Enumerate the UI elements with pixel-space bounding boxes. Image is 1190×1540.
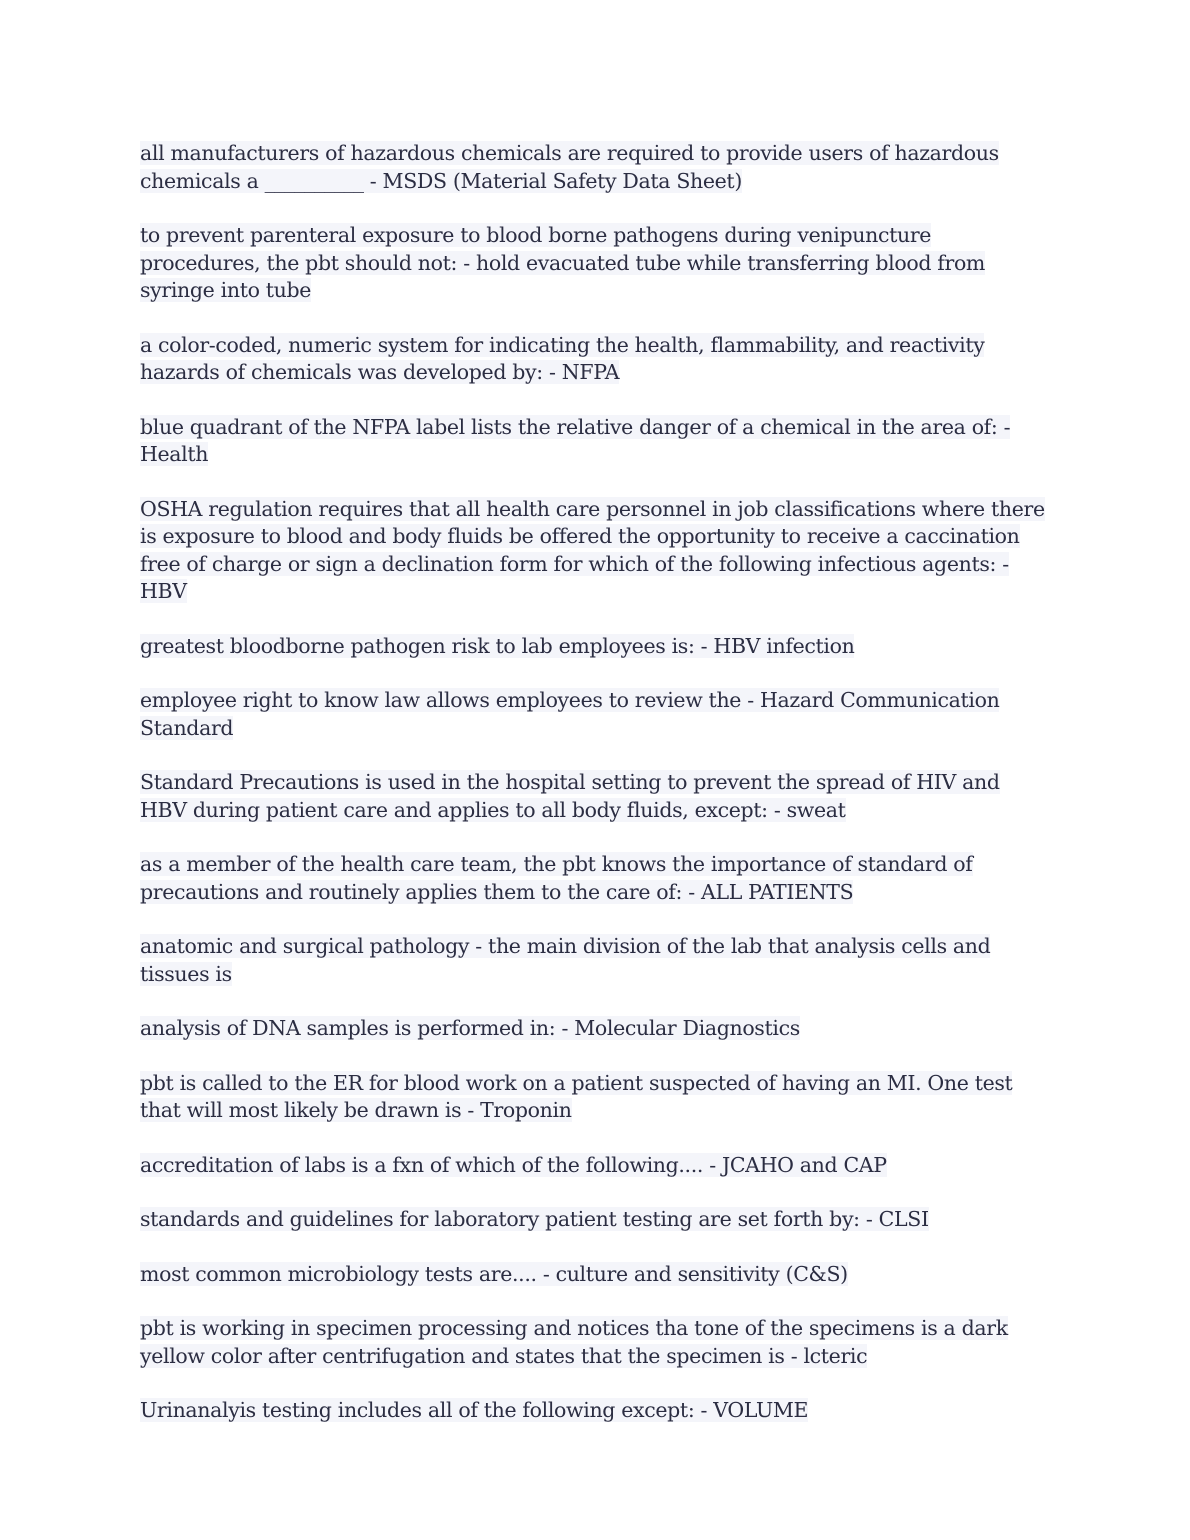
qa-item xyxy=(140,1206,1052,1234)
qa-text: most common microbiology tests are.... - culture and sensitivity (C&S) xyxy=(140,1261,848,1286)
qa-item xyxy=(140,496,1052,606)
qa-item xyxy=(140,1315,1052,1370)
qa-text: Urinanalyis testing includes all of the following except: - VOLUME xyxy=(140,1398,809,1422)
qa-text: OSHA regulation requires that all health care personnel in job classifications where there is exposure to blood and body fluids be offered the opportunity to receive a caccination free of charge or sign a declination form for which of the following infectious agents: - HBV xyxy=(140,496,1045,603)
qa-item xyxy=(140,769,1052,824)
qa-item xyxy=(140,1015,1052,1043)
document-page xyxy=(140,140,1052,1452)
qa-text: pbt is working in specimen processing and notices tha tone of the specimens is a dark yellow color after centrifugation and states that the specimen is - lcteric xyxy=(140,1316,1008,1368)
qa-text: analysis of DNA samples is performed in: - Molecular Diagnostics xyxy=(140,1016,800,1040)
qa-text: blue quadrant of the NFPA label lists the relative danger of a chemical in the area of: - Health xyxy=(140,414,1011,466)
qa-text: to prevent parenteral exposure to blood borne pathogens during venipuncture procedures, the pbt should not: - hold evacuated tube while transferring blood from syringe into tube xyxy=(140,223,986,302)
qa-text: as a member of the health care team, the pbt knows the importance of standard of precautions and routinely applies them to the care of: - ALL PATIENTS xyxy=(140,852,973,904)
qa-item xyxy=(140,1070,1052,1125)
qa-item xyxy=(140,222,1052,305)
qa-text: employee right to know law allows employees to review the - Hazard Communication Standard xyxy=(140,688,1000,740)
qa-item xyxy=(140,1261,1052,1289)
qa-item xyxy=(140,1152,1052,1180)
qa-item xyxy=(140,140,1052,195)
qa-text: anatomic and surgical pathology - the main division of the lab that analysis cells and tissues is xyxy=(140,934,991,986)
qa-item xyxy=(140,414,1052,469)
qa-text: accreditation of labs is a fxn of which of the following.... - JCAHO and CAP xyxy=(140,1152,887,1177)
qa-item xyxy=(140,332,1052,387)
qa-item xyxy=(140,687,1052,742)
qa-item xyxy=(140,851,1052,906)
qa-item xyxy=(140,1397,1052,1425)
qa-text: greatest bloodborne pathogen risk to lab employees is: - HBV infection xyxy=(140,633,855,658)
qa-item xyxy=(140,933,1052,988)
qa-text: Standard Precautions is used in the hospital setting to prevent the spread of HIV and HBV during patient care and applies to all body fluids, except: - sweat xyxy=(140,770,1000,822)
qa-text: a color-coded, numeric system for indicating the health, flammability, and reactivity hazards of chemicals was developed by: - NFPA xyxy=(140,332,985,384)
qa-item xyxy=(140,633,1052,661)
qa-text: pbt is called to the ER for blood work on a patient suspected of having an MI. One test that will most likely be drawn is - Troponin xyxy=(140,1070,1013,1122)
qa-text: all manufacturers of hazardous chemicals are required to provide users of hazardous chemicals a __________ - MSDS (Material Safety Data Sheet) xyxy=(140,141,999,193)
qa-text: standards and guidelines for laboratory patient testing are set forth by: - CLSI xyxy=(140,1207,929,1231)
